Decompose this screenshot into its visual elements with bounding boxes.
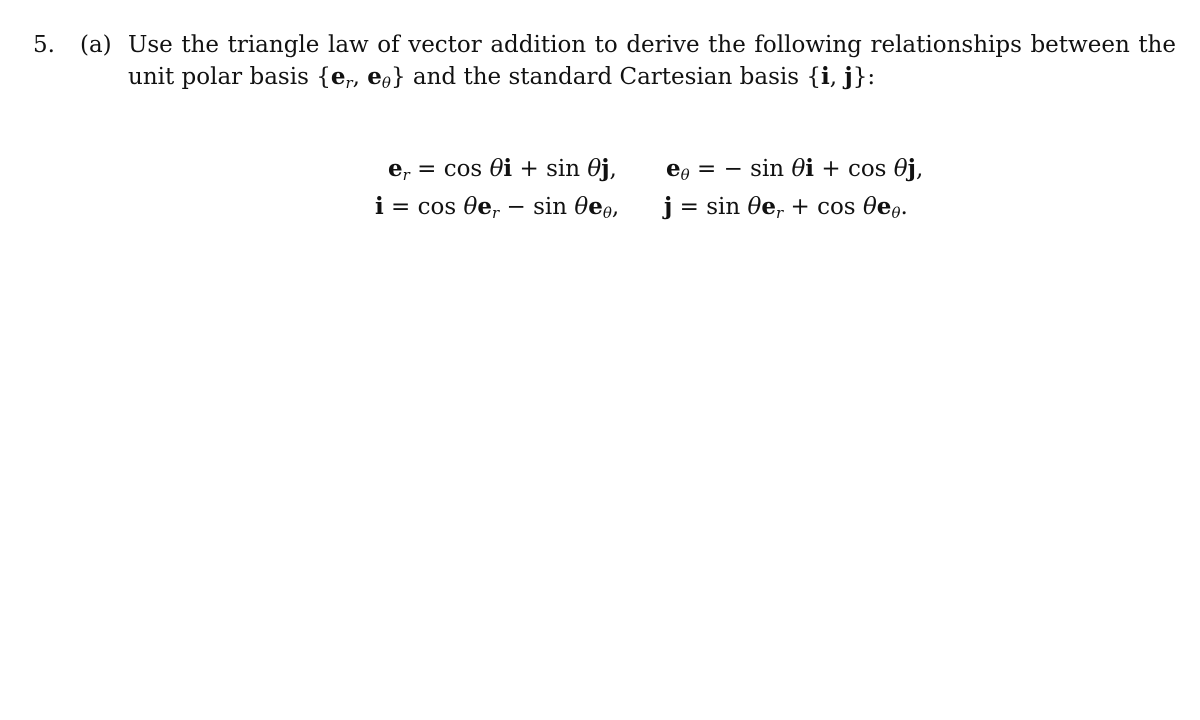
equation-etheta: $e_\theta$ = − sin θi + cos θj, xyxy=(666,155,924,184)
line2-before: unit polar basis xyxy=(128,64,317,90)
cartesian-basis-set: {i, j} xyxy=(806,63,868,90)
question-line-1: Use the triangle law of vector addition to derive the following relationships between the xyxy=(128,32,1176,58)
question-line-2 xyxy=(128,61,1178,99)
part-label: (a) xyxy=(80,32,112,58)
equation-er: $e_r = \cos \theta i + \sin \theta j$, xyxy=(388,155,617,184)
equation-j: $j = \sin \theta e_r + \cos \theta e_\theta$. xyxy=(664,193,908,222)
polar-basis-set: {$e_r$, $e_\theta$} xyxy=(316,63,406,92)
question-number: 5. xyxy=(33,32,55,58)
question-text xyxy=(128,29,1178,99)
line2-end: : xyxy=(867,64,876,90)
line2-middle: and the standard Cartesian basis xyxy=(405,64,807,90)
equation-i: $i = \cos \theta e_r - \sin \theta e_\theta$, xyxy=(375,193,620,222)
